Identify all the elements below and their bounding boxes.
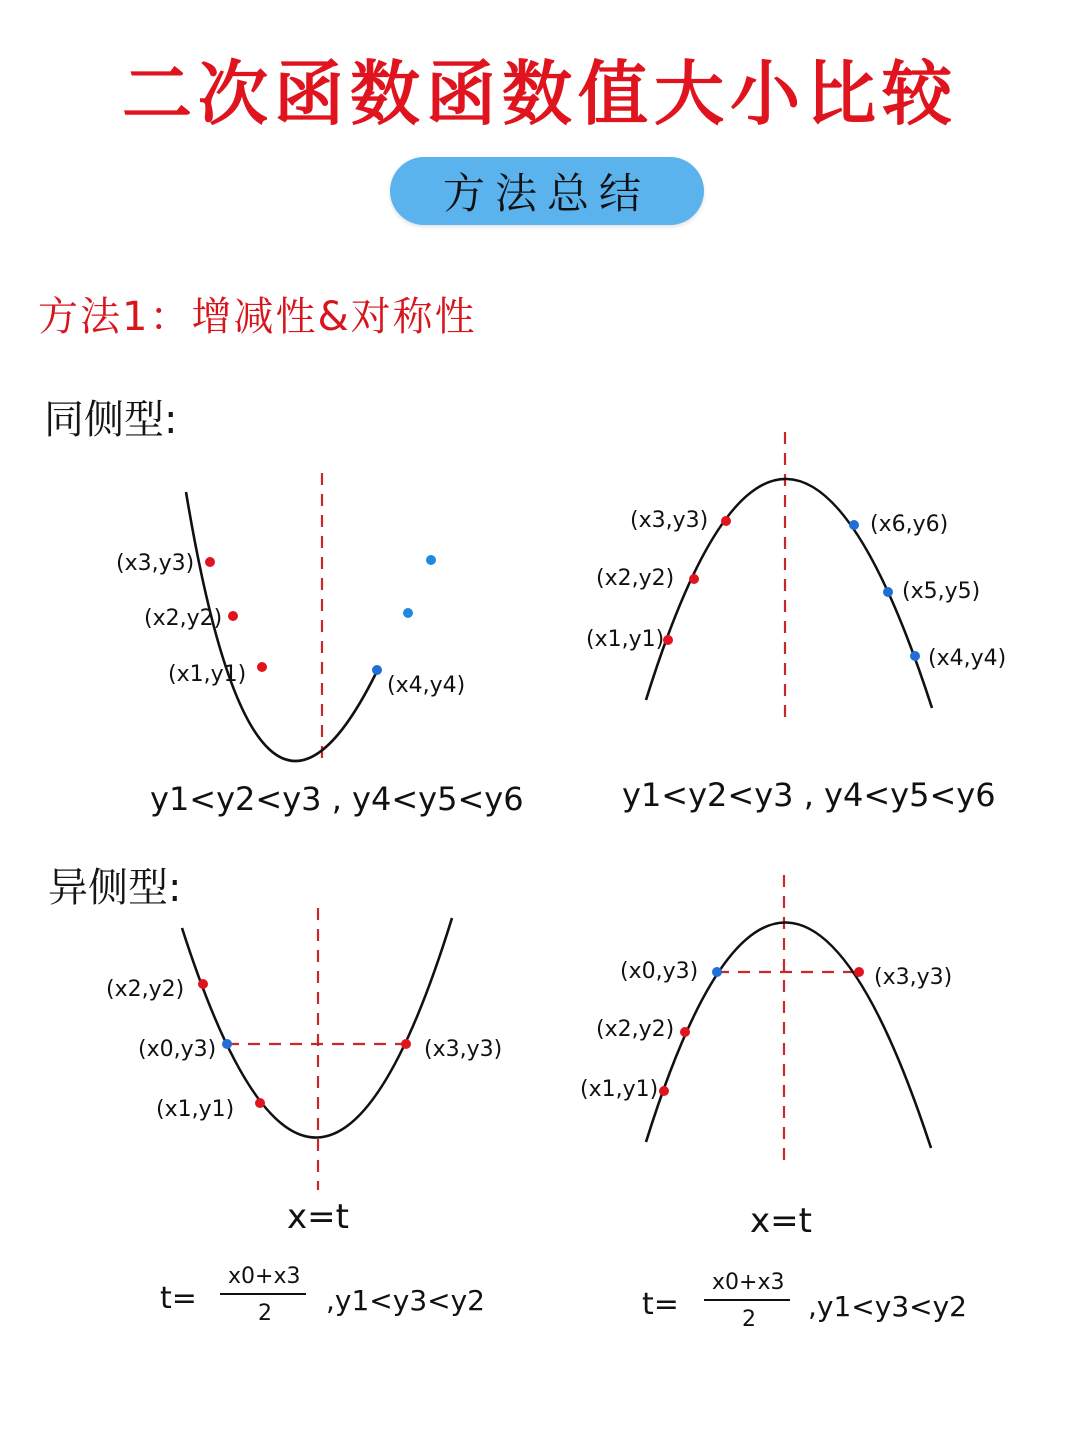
point-label: (x1,y1)	[156, 1097, 235, 1122]
point-label: (x3,y3)	[424, 1037, 503, 1062]
axis-label: x=t	[287, 1197, 349, 1237]
point-x3-y3	[401, 1039, 411, 1049]
point-label: (x1,y1)	[586, 627, 665, 652]
relation-text: y1<y2<y3 , y4<y5<y6	[150, 780, 524, 818]
formula-numerator: x0+x3	[712, 1270, 785, 1295]
point-x0-y3	[712, 967, 722, 977]
opposite-side-downward-diagram	[580, 875, 967, 1332]
point-label: (x4,y4)	[928, 646, 1007, 671]
formula-numerator: x0+x3	[228, 1264, 301, 1289]
point-x3-y3	[721, 516, 731, 526]
same-side-upward-diagram	[116, 473, 524, 818]
formula-denominator: 2	[742, 1307, 756, 1332]
point-label: (x6,y6)	[870, 512, 949, 537]
point-x3-y3	[205, 557, 215, 567]
point-label: (x3,y3)	[874, 965, 953, 990]
axis-label: x=t	[750, 1201, 812, 1241]
point-label: (x1,y1)	[580, 1077, 659, 1102]
point-x1-y1	[255, 1098, 265, 1108]
point-label: (x3,y3)	[116, 551, 195, 576]
formula-lhs: t=	[160, 1281, 197, 1316]
point-label: (x0,y3)	[620, 959, 699, 984]
point-label: (x0,y3)	[138, 1037, 217, 1062]
formula-denominator: 2	[258, 1301, 272, 1326]
point-x3-y3	[854, 967, 864, 977]
point-x1-y1	[663, 635, 673, 645]
same-side-label: 同侧型:	[44, 397, 178, 443]
formula-lhs: t=	[642, 1287, 679, 1322]
point-label: (x2,y2)	[106, 977, 185, 1002]
opposite-side-upward-diagram	[106, 908, 502, 1326]
page-title: 二次函数函数值大小比较	[122, 53, 958, 135]
relation-text: ,y1<y3<y2	[808, 1290, 967, 1323]
point-x2-y2	[228, 611, 238, 621]
point-label: (x2,y2)	[144, 606, 223, 631]
point-x5-y5	[883, 587, 893, 597]
opposite-side-label: 异侧型:	[48, 865, 182, 911]
point-x2-y2	[680, 1027, 690, 1037]
point-label: (x4,y4)	[387, 673, 466, 698]
point-label: (x1,y1)	[168, 662, 247, 687]
same-side-downward-diagram	[586, 432, 1006, 814]
relation-text: ,y1<y3<y2	[326, 1284, 485, 1317]
point-x0-y3	[222, 1039, 232, 1049]
point-x2-y2	[689, 574, 699, 584]
method-heading: 方法1：增减性&对称性	[38, 294, 477, 340]
point-x1-y1	[659, 1086, 669, 1096]
point-x2-y2	[198, 979, 208, 989]
point-x4-y4	[372, 665, 382, 675]
stray-dot	[426, 555, 436, 565]
point-x6-y6	[849, 520, 859, 530]
point-label: (x2,y2)	[596, 1017, 675, 1042]
subtitle-pill: 方法总结	[390, 157, 704, 225]
stray-dot	[403, 608, 413, 618]
relation-text: y1<y2<y3 , y4<y5<y6	[622, 776, 996, 814]
point-label: (x2,y2)	[596, 566, 675, 591]
point-x4-y4	[910, 651, 920, 661]
point-x1-y1	[257, 662, 267, 672]
point-label: (x3,y3)	[630, 508, 709, 533]
point-label: (x5,y5)	[902, 579, 981, 604]
